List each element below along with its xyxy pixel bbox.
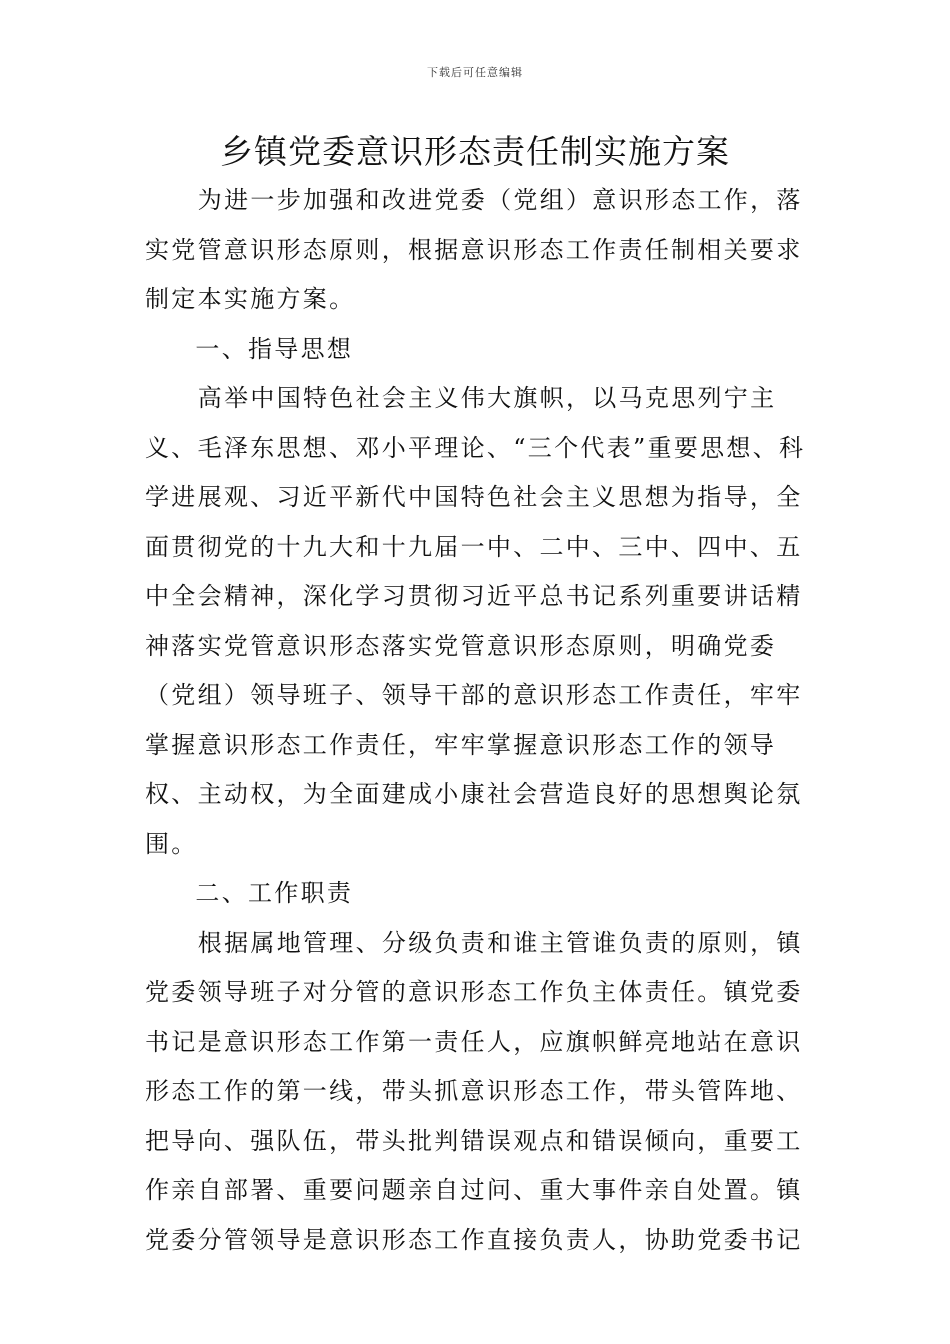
section-heading-guiding-ideology: 一、指导思想: [195, 334, 354, 363]
header-note: 下载后可任意编辑: [427, 66, 523, 79]
document-body: [145, 176, 810, 1265]
guiding-ideology-paragraph: 高举中国特色社会主义伟大旗帜，以马克思列宁主义、毛泽东思想、邓小平理论、“三个代表”重要思想、科学进展观、习近平新代中国特色社会主义思想为指导，全面贯彻党的十九大和十九届一中、二中、三中、四中、五中全会精神，深化学习贯彻习近平总书记系列重要讲话精神落实党管意识形态落实党管意识形态原则，明确党委（党组）领导班子、领导干部的意识形态工作责任，牢牢掌握意识形态工作责任，牢牢掌握意识形态工作的领导权、主动权，为全面建成小康社会营造良好的思想舆论氛围。: [145, 384, 806, 858]
intro-paragraph: 为进一步加强和改进党委（党组）意识形态工作，落实党管意识形态原则，根据意识形态工作责任制相关要求制定本实施方案。: [145, 186, 803, 313]
document-title: 乡镇党委意识形态责任制实施方案: [220, 132, 730, 171]
section-heading-work-duties: 二、工作职责: [195, 879, 354, 907]
work-duties-paragraph: 根据属地管理、分级负责和谁主管谁负责的原则，镇党委领导班子对分管的意识形态工作负主体责任。镇党委书记是意识形态工作第一责任人，应旗帜鲜亮地站在意识形态工作的第一线，带头抓意识形态工作，带头管阵地、把导向、强队伍，带头批判错误观点和错误倾向，重要工作亲自部署、重要问题亲自过问、重大事件亲自处置。镇党委分管领导是意识形态工作直接负责人，协助党委书记: [145, 928, 803, 1254]
